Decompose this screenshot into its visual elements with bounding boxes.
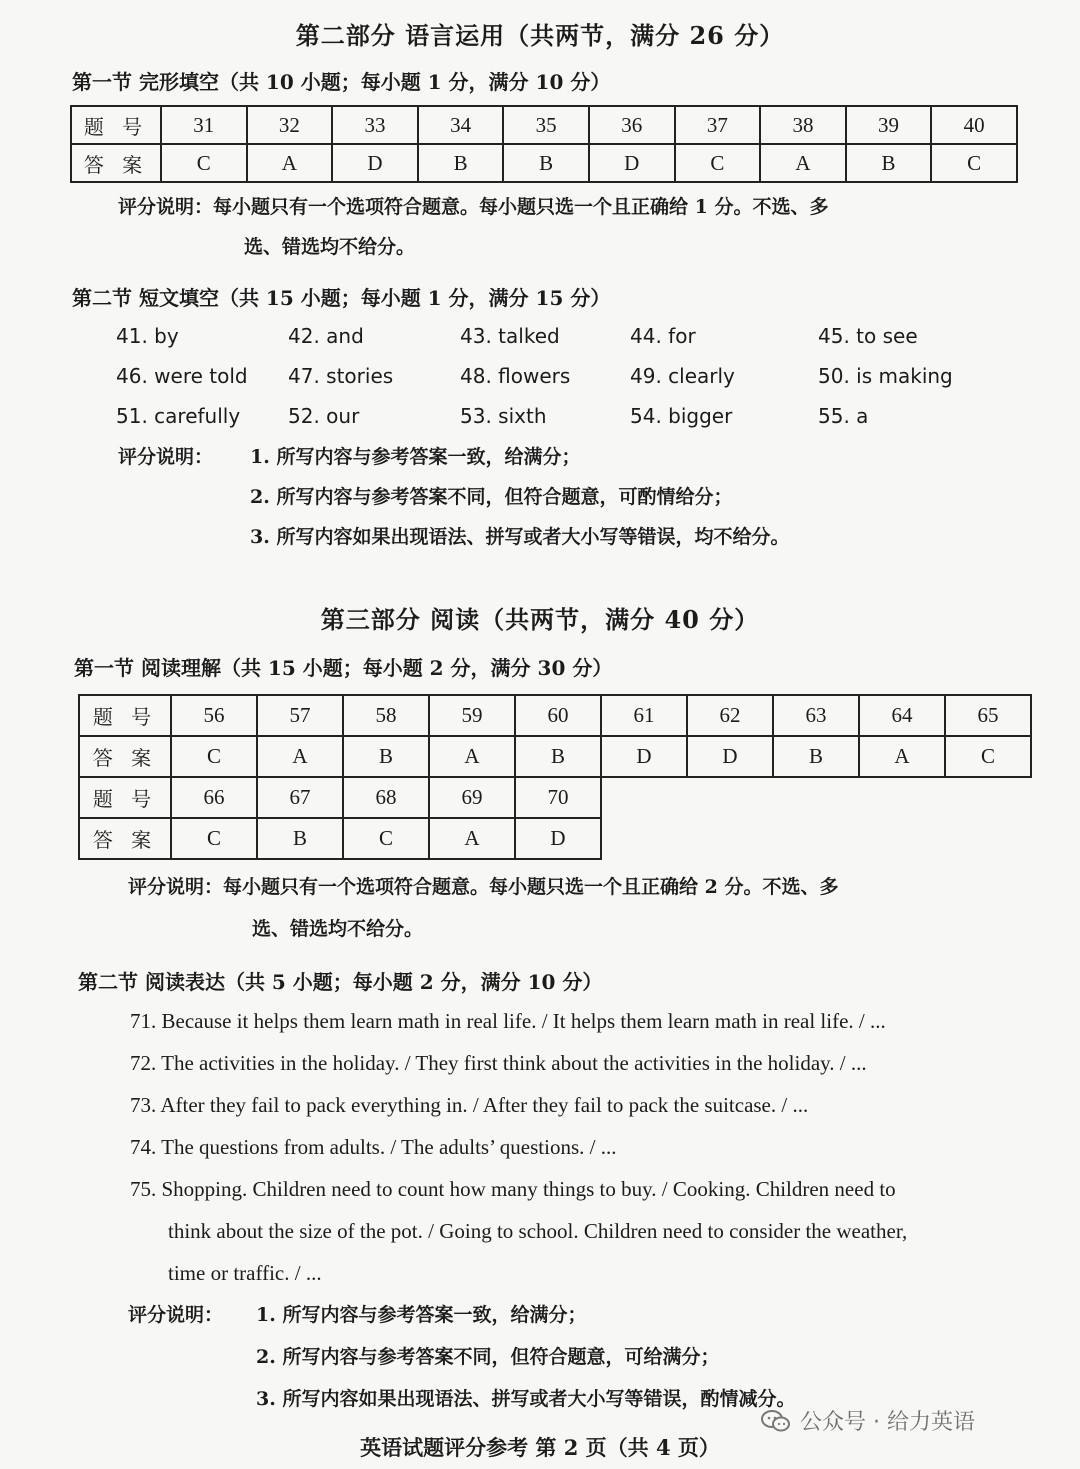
row-label-number: 题 号	[79, 695, 171, 736]
scoring-rule: 3. 所写内容如果出现语法、拼写或者大小写等错误，均不给分。	[250, 526, 790, 548]
question-number: 66	[171, 777, 257, 818]
answer-cell: D	[687, 736, 773, 777]
answer-cell: C	[171, 818, 257, 859]
question-number: 38	[760, 106, 846, 144]
question-number: 70	[515, 777, 601, 818]
scoring-rule: 3. 所写内容如果出现语法、拼写或者大小写等错误，酌情减分。	[256, 1388, 796, 1410]
answer-cell: A	[429, 818, 515, 859]
part2-section1-heading: 第一节 完形填空（共 10 小题；每小题 1 分，满分 10 分）	[72, 70, 611, 94]
scoring-rule-label: 评分说明：	[118, 446, 214, 468]
answer-cell: B	[418, 144, 504, 182]
fill-answer: 49. clearly	[630, 364, 735, 388]
row-label-number: 题 号	[71, 106, 161, 144]
scoring-note-line: 评分说明：每小题只有一个选项符合题意。每小题只选一个且正确给 2 分。不选、多	[128, 876, 839, 898]
question-number: 58	[343, 695, 429, 736]
answer-cell: C	[945, 736, 1031, 777]
table-row	[79, 736, 1031, 777]
question-number: 36	[589, 106, 675, 144]
fill-answer: 43. talked	[460, 324, 560, 348]
question-number: 65	[945, 695, 1031, 736]
fill-in-answers	[116, 316, 1016, 436]
question-number: 63	[773, 695, 859, 736]
scoring-note-line: 评分说明：每小题只有一个选项符合题意。每小题只选一个且正确给 1 分。不选、多	[118, 196, 829, 218]
part3-title: 第三部分 阅读（共两节，满分 40 分）	[320, 605, 760, 634]
answer-cell: D	[601, 736, 687, 777]
page-footer: 英语试题评分参考 第 2 页（共 4 页）	[360, 1435, 720, 1460]
question-number: 62	[687, 695, 773, 736]
list-item: 71. Because it helps them learn math in real life. / It helps them learn math in real life. / ...	[130, 1009, 886, 1033]
answer-cell: B	[257, 818, 343, 859]
reading-expression-answers	[130, 1000, 1050, 1294]
question-number: 57	[257, 695, 343, 736]
question-number: 67	[257, 777, 343, 818]
answer-cell: B	[503, 144, 589, 182]
fill-answer: 51. carefully	[116, 404, 241, 428]
table-row	[79, 777, 1031, 818]
empty-cell	[601, 777, 1031, 818]
list-item: 73. After they fail to pack everything in. / After they fail to pack the suitcase. / ...	[130, 1093, 809, 1117]
answer-cell: A	[257, 736, 343, 777]
answer-cell: B	[515, 736, 601, 777]
table-row	[79, 695, 1031, 736]
part3-section2-heading: 第二节 阅读表达（共 5 小题；每小题 2 分，满分 10 分）	[78, 970, 603, 994]
scoring-rule: 1. 所写内容与参考答案一致，给满分；	[250, 446, 581, 468]
fill-answer: 44. for	[630, 324, 696, 348]
scoring-note-line: 选、错选均不给分。	[244, 236, 416, 258]
answer-cell: C	[931, 144, 1017, 182]
list-item	[116, 396, 1016, 436]
question-number: 68	[343, 777, 429, 818]
list-item-continuation: think about the size of the pot. / Going to school. Children need to consider the weather,	[168, 1219, 908, 1243]
table-row	[71, 144, 1017, 182]
answer-cell: C	[343, 818, 429, 859]
question-number: 60	[515, 695, 601, 736]
answer-cell: A	[247, 144, 333, 182]
answer-cell: C	[161, 144, 247, 182]
fill-answer: 48. flowers	[460, 364, 571, 388]
answer-cell: A	[859, 736, 945, 777]
row-label-answer: 答 案	[79, 818, 171, 859]
empty-cell	[601, 818, 1031, 859]
answer-cell: A	[429, 736, 515, 777]
question-number: 39	[846, 106, 932, 144]
fill-answer: 42. and	[288, 324, 364, 348]
table-row	[71, 106, 1017, 144]
question-number: 59	[429, 695, 515, 736]
list-item: 72. The activities in the holiday. / They first think about the activities in the holiday. / ...	[130, 1051, 867, 1075]
answer-cell: D	[332, 144, 418, 182]
question-number: 37	[675, 106, 761, 144]
wechat-icon	[760, 1409, 792, 1433]
answer-cell: C	[675, 144, 761, 182]
row-label-answer: 答 案	[79, 736, 171, 777]
fill-answer: 46. were told	[116, 364, 248, 388]
fill-answer: 54. bigger	[630, 404, 733, 428]
row-label-number: 题 号	[79, 777, 171, 818]
answer-cell: A	[760, 144, 846, 182]
answer-cell: D	[589, 144, 675, 182]
question-number: 33	[332, 106, 418, 144]
cloze-answer-table	[70, 105, 1018, 183]
fill-answer: 47. stories	[288, 364, 394, 388]
watermark-text: 公众号 · 给力英语	[800, 1410, 975, 1435]
part2-title: 第二部分 语言运用（共两节，满分 26 分）	[295, 21, 785, 50]
answer-cell: C	[171, 736, 257, 777]
question-number: 31	[161, 106, 247, 144]
question-number: 64	[859, 695, 945, 736]
row-label-answer: 答 案	[71, 144, 161, 182]
question-number: 35	[503, 106, 589, 144]
fill-answer: 52. our	[288, 404, 360, 428]
fill-answer: 55. a	[818, 404, 869, 428]
scoring-rule: 2. 所写内容与参考答案不同，但符合题意，可给满分；	[256, 1346, 720, 1368]
part3-section1-heading: 第一节 阅读理解（共 15 小题；每小题 2 分，满分 30 分）	[74, 656, 613, 680]
scoring-rule: 1. 所写内容与参考答案一致，给满分；	[256, 1304, 587, 1326]
scoring-rule: 2. 所写内容与参考答案不同，但符合题意，可酌情给分；	[250, 486, 733, 508]
list-item: 75. Shopping. Children need to count how many things to buy. / Cooking. Children need to	[130, 1177, 896, 1201]
fill-answer: 41. by	[116, 324, 179, 348]
answer-cell: B	[343, 736, 429, 777]
scoring-note-line: 选、错选均不给分。	[252, 918, 424, 940]
answer-cell: B	[773, 736, 859, 777]
answer-cell: D	[515, 818, 601, 859]
question-number: 61	[601, 695, 687, 736]
question-number: 40	[931, 106, 1017, 144]
list-item	[116, 356, 1016, 396]
question-number: 69	[429, 777, 515, 818]
part2-section2-heading: 第二节 短文填空（共 15 小题；每小题 1 分，满分 15 分）	[72, 286, 611, 310]
reading-answer-table	[78, 694, 1032, 860]
list-item-continuation: time or traffic. / ...	[168, 1261, 322, 1285]
question-number: 34	[418, 106, 504, 144]
fill-answer: 53. sixth	[460, 404, 547, 428]
scoring-rule-label: 评分说明：	[128, 1304, 224, 1326]
table-row	[79, 818, 1031, 859]
list-item: 74. The questions from adults. / The adults’ questions. / ...	[130, 1135, 617, 1159]
question-number: 32	[247, 106, 333, 144]
fill-answer: 45. to see	[818, 324, 918, 348]
answer-cell: B	[846, 144, 932, 182]
fill-answer: 50. is making	[818, 364, 953, 388]
question-number: 56	[171, 695, 257, 736]
list-item	[116, 316, 1016, 356]
